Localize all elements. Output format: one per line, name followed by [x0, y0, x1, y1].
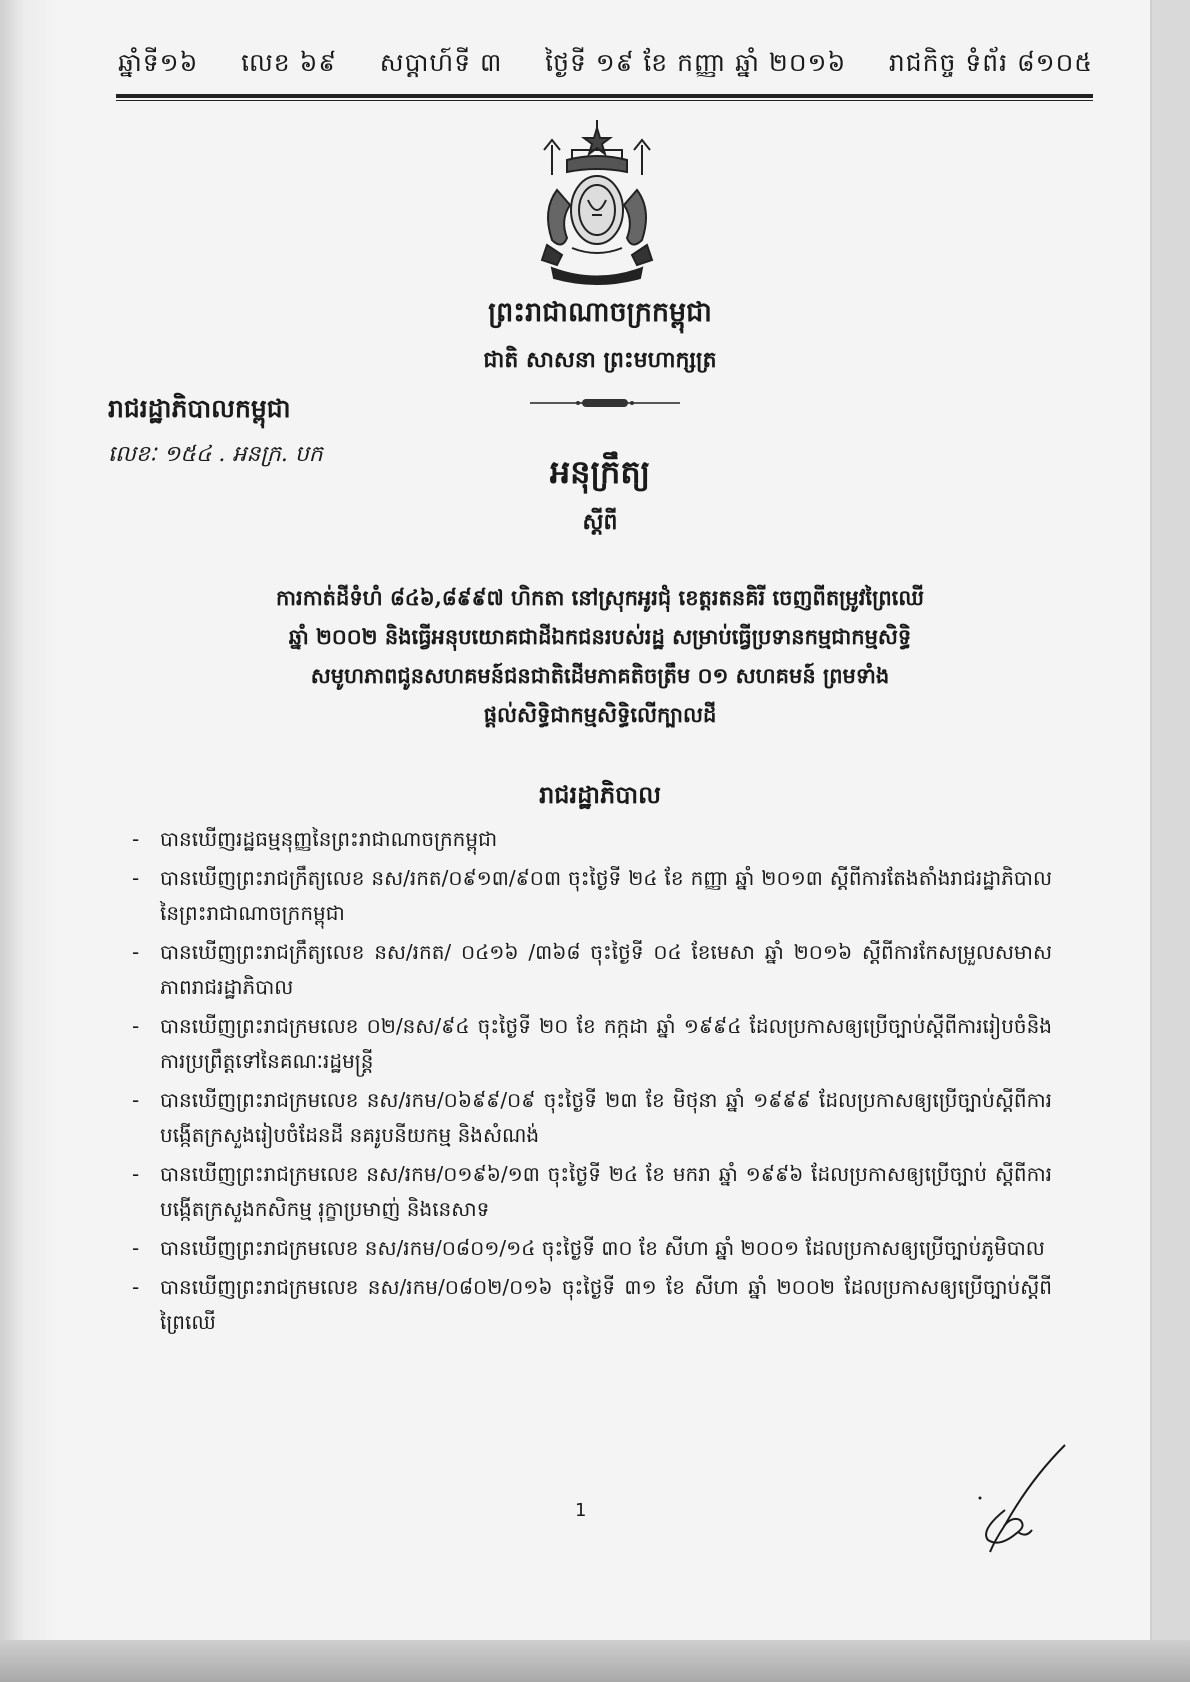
page-edge-shadow — [0, 0, 60, 1682]
recital-dash: - — [132, 1014, 140, 1038]
recital-dash: - — [132, 1088, 140, 1112]
page-number: 1 — [575, 1500, 587, 1521]
issuing-authority: រាជរដ្ឋាភិបាលកម្ពុជា — [108, 394, 291, 423]
recital-item — [132, 935, 1052, 1005]
recital-text: បានឃើញព្រះរាជក្រមលេខ ០២/នស/៩៤ ចុះថ្ងៃទី ២០ ខែ កក្កដា ឆ្នាំ ១៩៩៤ ដែលប្រកាសឲ្យប្រើច្បាប់ស្តីពីការរៀបចំនិងការប្រព្រឹត្តទៅនៃគណៈរដ្ឋមន្ត្រី — [160, 1014, 1052, 1073]
recital-dash: - — [132, 1236, 140, 1260]
national-motto: ជាតិ សាសនា ព្រះមហាក្សត្រ — [483, 347, 717, 373]
recital-dash: - — [132, 827, 140, 851]
header-date: ថ្ងៃទី ១៩ ខែ កញ្ញា ឆ្នាំ ២០១៦ — [545, 48, 847, 77]
subject-line: ការកាត់ដីទំហំ ៨៤៦,៨៩៩៧ ហិកតា នៅស្រុកអូរជុំ ខេត្តរតនគិរី ចេញពីតម្រូវព្រៃឈើ — [276, 585, 924, 610]
recital-text: បានឃើញរដ្ឋធម្មនុញ្ញនៃព្រះរាជាណាចក្រកម្ពុជា — [160, 827, 498, 851]
gazette-header — [118, 46, 1093, 86]
header-issue: លេខ ៦៩ — [241, 48, 338, 77]
recital-text: បានឃើញព្រះរាជក្រឹត្យលេខ នស/រកត/ ០៤១៦ /៣៦៨ ចុះថ្ងៃទី ០៤ ខែមេសា ឆ្នាំ ២០១៦ ស្តីពីការកែសម្រួលសមាសភាពរាជរដ្ឋាភិបាល — [160, 940, 1052, 999]
ornamental-divider-icon — [530, 397, 680, 409]
recitals-list — [132, 822, 1052, 1344]
subject-line: សមូហភាពជូនសហគមន៍ជនជាតិដើមភាគតិចត្រឹម ០១ សហគមន៍ ព្រមទាំង — [310, 663, 890, 688]
recital-text: បានឃើញព្រះរាជក្រមលេខ នស/រកម/០៨០២/០១៦ ចុះថ្ងៃទី ៣១ ខែ សីហា ឆ្នាំ ២០០២ ដែលប្រកាសឲ្យប្រើច្បាប់ស្តីពីព្រៃឈើ — [160, 1275, 1052, 1334]
kingdom-name: ព្រះរាជាណាចក្រកម្ពុជា — [488, 297, 712, 328]
recital-text: បានឃើញព្រះរាជក្រមលេខ នស/រកម/០១៩៦/១៣ ចុះថ្ងៃទី ២៤ ខែ មករា ឆ្នាំ ១៩៩៦ ដែលប្រកាសឲ្យប្រើច្បាប់ ស្តីពីការបង្កើតក្រសួងកសិកម្ម រុក្ខាប្រមាញ់ និងនេសាទ — [160, 1162, 1052, 1221]
scan-bottom-edge — [0, 1640, 1190, 1682]
recital-text: បានឃើញព្រះរាជក្រឹត្យលេខ នស/រកត/០៩១៣/៩០៣ ចុះថ្ងៃទី ២៤ ខែ កញ្ញា ឆ្នាំ ២០១៣ ស្តីពីការតែងតាំងរាជរដ្ឋាភិបាលនៃព្រះរាជាណាចក្រកម្ពុជា — [160, 866, 1052, 925]
recital-item — [132, 1270, 1052, 1340]
document-type: អនុក្រឹត្យ — [549, 453, 651, 491]
recital-item — [132, 861, 1052, 931]
recital-item — [132, 1157, 1052, 1227]
recital-item — [132, 1009, 1052, 1079]
recital-item — [132, 1231, 1052, 1266]
header-week: សប្តាហ៍ទី ៣ — [379, 48, 503, 77]
recital-dash: - — [132, 940, 140, 964]
recital-dash: - — [132, 1162, 140, 1186]
recital-dash: - — [132, 1275, 140, 1299]
subject-block — [150, 578, 1050, 734]
recital-text: បានឃើញព្រះរាជក្រមលេខ នស/រកម/០៨០១/១៤ ចុះថ្ងៃទី ៣០ ខែ សីហា ឆ្នាំ ២០០១ ដែលប្រកាសឲ្យប្រើច្បាប់ភូមិបាល — [160, 1236, 1045, 1260]
recital-dash: - — [132, 866, 140, 890]
recital-item — [132, 1083, 1052, 1153]
header-rule — [116, 94, 1093, 101]
signature-initial-icon — [960, 1440, 1070, 1560]
section-heading: រាជរដ្ឋាភិបាល — [539, 780, 661, 809]
recital-item — [132, 822, 1052, 857]
royal-coat-of-arms-icon — [522, 120, 672, 285]
about-label: ស្តីពី — [582, 509, 618, 535]
subject-line: ផ្តល់សិទ្ធិជាកម្មសិទ្ធិលើក្បាលដី — [483, 702, 717, 727]
document-number: លេខៈ ១៥៤ . អនក្រ. បក — [108, 442, 323, 467]
header-page: រាជកិច្ច ទំព័រ ៨១០៥ — [888, 48, 1093, 77]
header-year: ឆ្នាំទី១៦ — [118, 48, 199, 77]
recital-text: បានឃើញព្រះរាជក្រមលេខ នស/រកម/០៦៩៩/០៩ ចុះថ្ងៃទី ២៣ ខែ មិថុនា ឆ្នាំ ១៩៩៩ ដែលប្រកាសឲ្យប្រើច្បាប់ស្តីពីការបង្កើតក្រសួងរៀបចំដែនដី នគរូបនីយកម្ម និងសំណង់ — [160, 1088, 1052, 1147]
subject-line: ឆ្នាំ ២០០២ និងធ្វើអនុបយោគជាដីឯកជនរបស់រដ្ឋ សម្រាប់ធ្វើប្រទានកម្មជាកម្មសិទ្ធិ — [288, 624, 912, 649]
